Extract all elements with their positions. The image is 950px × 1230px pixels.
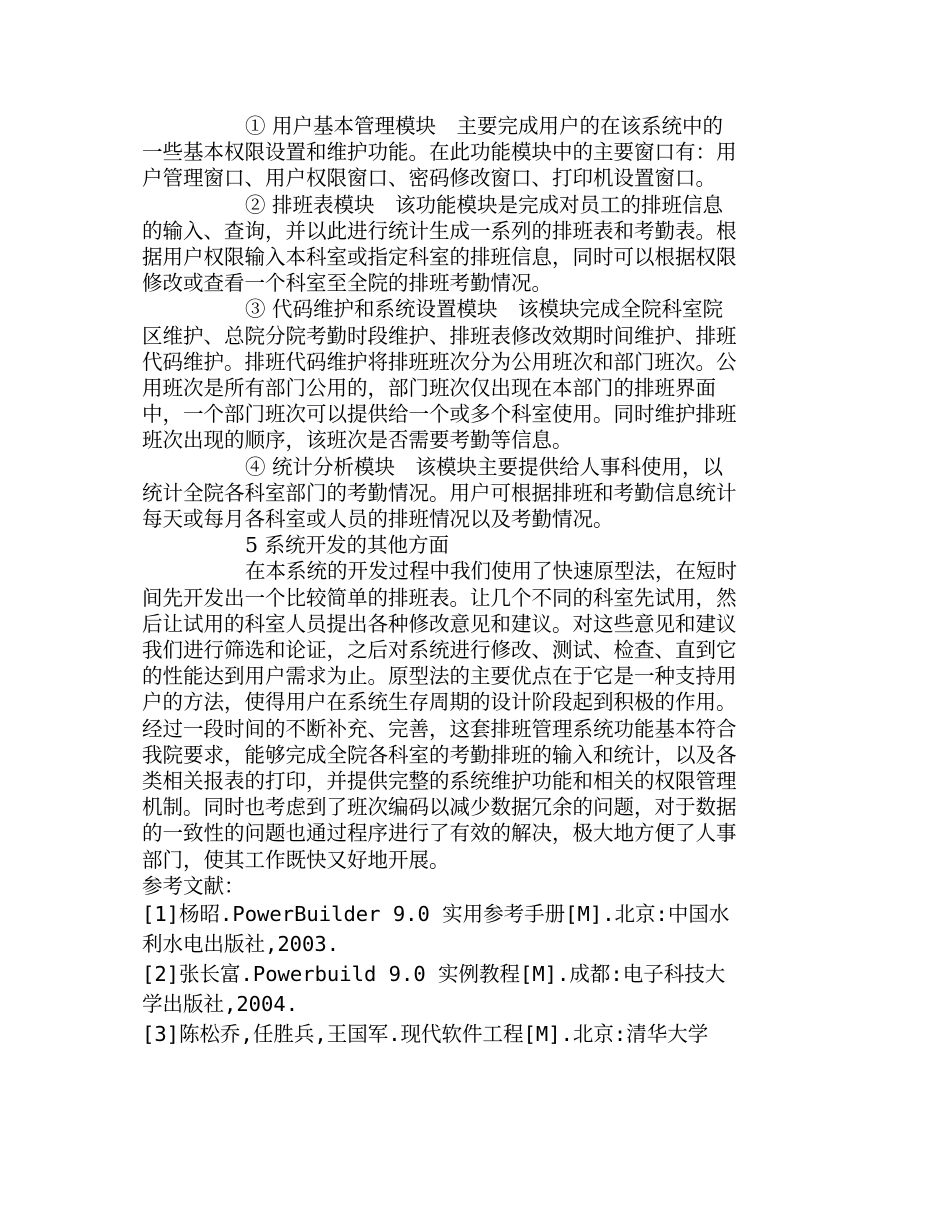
paragraph-statistics-module: ④ 统计分析模块 该模块主要提供给人事科使用，以统计全院各科室部门的考勤情况。用户可根据排班和考勤信息统计每天或每月各科室或人员的排班情况以及考勤情况。 [142,454,737,532]
paragraph-code-maintenance: ③ 代码维护和系统设置模块 该模块完成全院科室院区维护、总院分院考勤时段维护、排班表修改效期时间维护、排班代码维护。排班代码维护将排班班次分为公用班次和部门班次。公用班次是所有部门公用的，部门班次仅出现在本部门的排班界面中，一个部门班次可以提供给一个或多个科室使用。同时维护排班班次出现的顺序，该班次是否需要考勤等信息。 [142,297,737,453]
references-title: 参考文献： [142,873,245,898]
reference-item-2: [2]张长富.Powerbuild 9.0 实例教程[M].成都:电子科技大学出版社,2004. [142,962,726,1017]
section-paragraph: 在本系统的开发过程中我们使用了快速原型法，在短时间先开发出一个比较简单的排班表。让几个不同的科室先试用，然后让试用的科室人员提出各种修改意见和建议。对这些意见和建议我们进行筛选和论证，之后对系统进行修改、测试、检查、直到它的性能达到用户需求为止。原型法的主要优点在于它是一种支持用户的方法，使得用户在系统生存周期的设计阶段起到积极的作用。经过一段时间的不断补充、完善，这套排班管理系统功能基本符合我院要求，能够完成全院各科室的考勤排班的输入和统计，以及各类相关报表的打印，并提供完整的系统维护功能和相关的权限管理机制。同时也考虑到了班次编码以减少数据冗余的问题，对于数据的一致性的问题也通过程序进行了有效的解决，极大地方便了人事部门，使其工作既快又好地开展。 [142,559,737,872]
reference-item-3: [3]陈松乔,任胜兵,王国军.现代软件工程[M].北京:清华大学 [142,1022,709,1047]
reference-item-1: [1]杨昭.PowerBuilder 9.0 实用参考手册[M].北京:中国水利水电出版社,2003. [142,902,730,957]
paragraph-user-management: ① 用户基本管理模块 主要完成用户的在该系统中的一些基本权限设置和维护功能。在此功能模块中的主要窗口有：用户管理窗口、用户权限窗口、密码修改窗口、打印机设置窗口。 [142,114,737,191]
section-heading: 5 系统开发的其他方面 [245,533,450,558]
paragraph-schedule-module: ② 排班表模块 该功能模块是完成对员工的排班信息的输入、查询，并以此进行统计生成一系列的排班表和考勤表。根据用户权限输入本科室或指定科室的排班信息，同时可以根据权限修改或查看一个科室至全院的排班考勤情况。 [142,192,737,296]
document-page [142,113,742,1049]
